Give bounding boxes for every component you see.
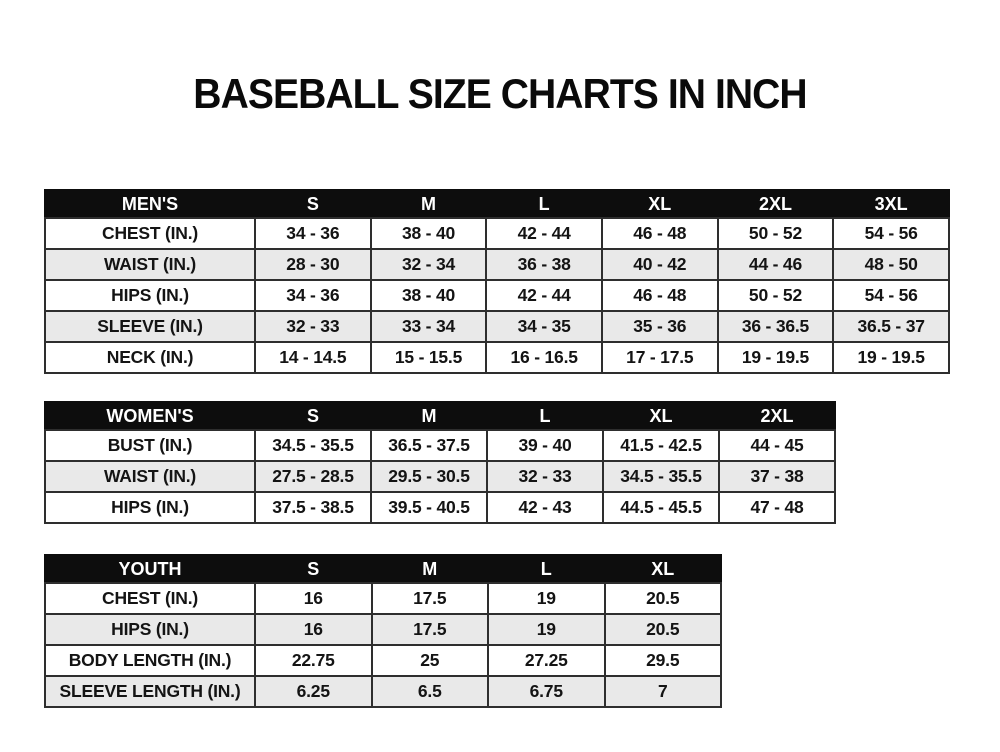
mens-size-table-container bbox=[44, 189, 950, 374]
value-cell: 36 - 38 bbox=[486, 249, 602, 280]
table-name-cell: WOMEN'S bbox=[45, 402, 255, 430]
value-cell: 32 - 34 bbox=[371, 249, 487, 280]
value-cell: 20.5 bbox=[605, 583, 722, 614]
value-cell: 6.25 bbox=[255, 676, 372, 707]
row-label-cell: WAIST (IN.) bbox=[45, 461, 255, 492]
table-row bbox=[45, 676, 721, 707]
womens-size-table-container bbox=[44, 401, 836, 524]
value-cell: 42 - 44 bbox=[486, 218, 602, 249]
table-row bbox=[45, 249, 949, 280]
value-cell: 37.5 - 38.5 bbox=[255, 492, 371, 523]
table-row bbox=[45, 645, 721, 676]
value-cell: 54 - 56 bbox=[833, 280, 949, 311]
size-column-header: 2XL bbox=[719, 402, 835, 430]
table-row bbox=[45, 342, 949, 373]
value-cell: 7 bbox=[605, 676, 722, 707]
row-label-cell: CHEST (IN.) bbox=[45, 583, 255, 614]
table-row bbox=[45, 583, 721, 614]
value-cell: 28 - 30 bbox=[255, 249, 371, 280]
value-cell: 40 - 42 bbox=[602, 249, 718, 280]
value-cell: 34 - 36 bbox=[255, 280, 371, 311]
value-cell: 42 - 43 bbox=[487, 492, 603, 523]
value-cell: 36.5 - 37.5 bbox=[371, 430, 487, 461]
value-cell: 46 - 48 bbox=[602, 218, 718, 249]
table-row bbox=[45, 311, 949, 342]
value-cell: 54 - 56 bbox=[833, 218, 949, 249]
value-cell: 19 bbox=[488, 583, 605, 614]
row-label-cell: CHEST (IN.) bbox=[45, 218, 255, 249]
value-cell: 38 - 40 bbox=[371, 218, 487, 249]
value-cell: 6.75 bbox=[488, 676, 605, 707]
size-column-header: M bbox=[371, 190, 487, 218]
size-column-header: S bbox=[255, 402, 371, 430]
size-table-mens bbox=[44, 189, 950, 374]
value-cell: 44 - 45 bbox=[719, 430, 835, 461]
value-cell: 44.5 - 45.5 bbox=[603, 492, 719, 523]
value-cell: 34 - 36 bbox=[255, 218, 371, 249]
value-cell: 16 bbox=[255, 583, 372, 614]
value-cell: 34.5 - 35.5 bbox=[255, 430, 371, 461]
value-cell: 14 - 14.5 bbox=[255, 342, 371, 373]
value-cell: 37 - 38 bbox=[719, 461, 835, 492]
value-cell: 36 - 36.5 bbox=[718, 311, 834, 342]
size-column-header: XL bbox=[603, 402, 719, 430]
value-cell: 17 - 17.5 bbox=[602, 342, 718, 373]
value-cell: 44 - 46 bbox=[718, 249, 834, 280]
size-column-header: XL bbox=[605, 555, 722, 583]
value-cell: 50 - 52 bbox=[718, 280, 834, 311]
size-column-header: 2XL bbox=[718, 190, 834, 218]
table-header-row bbox=[45, 402, 835, 430]
value-cell: 17.5 bbox=[372, 614, 489, 645]
value-cell: 34 - 35 bbox=[486, 311, 602, 342]
table-row bbox=[45, 430, 835, 461]
table-row bbox=[45, 492, 835, 523]
size-column-header: L bbox=[487, 402, 603, 430]
value-cell: 27.25 bbox=[488, 645, 605, 676]
page-title: BASEBALL SIZE CHARTS IN INCH bbox=[193, 70, 807, 117]
value-cell: 50 - 52 bbox=[718, 218, 834, 249]
size-column-header: M bbox=[372, 555, 489, 583]
row-label-cell: SLEEVE LENGTH (IN.) bbox=[45, 676, 255, 707]
size-column-header: M bbox=[371, 402, 487, 430]
table-header-row bbox=[45, 555, 721, 583]
value-cell: 20.5 bbox=[605, 614, 722, 645]
table-row bbox=[45, 614, 721, 645]
row-label-cell: HIPS (IN.) bbox=[45, 614, 255, 645]
table-name-cell: MEN'S bbox=[45, 190, 255, 218]
value-cell: 25 bbox=[372, 645, 489, 676]
youth-size-table-container bbox=[44, 554, 722, 708]
value-cell: 22.75 bbox=[255, 645, 372, 676]
row-label-cell: NECK (IN.) bbox=[45, 342, 255, 373]
size-table-youth bbox=[44, 554, 722, 708]
value-cell: 17.5 bbox=[372, 583, 489, 614]
row-label-cell: HIPS (IN.) bbox=[45, 492, 255, 523]
table-row bbox=[45, 218, 949, 249]
value-cell: 29.5 - 30.5 bbox=[371, 461, 487, 492]
value-cell: 39 - 40 bbox=[487, 430, 603, 461]
size-table-womens bbox=[44, 401, 836, 524]
value-cell: 27.5 - 28.5 bbox=[255, 461, 371, 492]
table-header-row bbox=[45, 190, 949, 218]
value-cell: 36.5 - 37 bbox=[833, 311, 949, 342]
size-column-header: XL bbox=[602, 190, 718, 218]
size-column-header: S bbox=[255, 555, 372, 583]
value-cell: 19 - 19.5 bbox=[718, 342, 834, 373]
value-cell: 41.5 - 42.5 bbox=[603, 430, 719, 461]
table-row bbox=[45, 280, 949, 311]
value-cell: 42 - 44 bbox=[486, 280, 602, 311]
value-cell: 19 - 19.5 bbox=[833, 342, 949, 373]
size-column-header: L bbox=[486, 190, 602, 218]
value-cell: 39.5 - 40.5 bbox=[371, 492, 487, 523]
size-column-header: S bbox=[255, 190, 371, 218]
row-label-cell: WAIST (IN.) bbox=[45, 249, 255, 280]
value-cell: 32 - 33 bbox=[255, 311, 371, 342]
row-label-cell: BUST (IN.) bbox=[45, 430, 255, 461]
row-label-cell: BODY LENGTH (IN.) bbox=[45, 645, 255, 676]
value-cell: 6.5 bbox=[372, 676, 489, 707]
value-cell: 15 - 15.5 bbox=[371, 342, 487, 373]
row-label-cell: HIPS (IN.) bbox=[45, 280, 255, 311]
value-cell: 38 - 40 bbox=[371, 280, 487, 311]
value-cell: 35 - 36 bbox=[602, 311, 718, 342]
value-cell: 16 - 16.5 bbox=[486, 342, 602, 373]
value-cell: 34.5 - 35.5 bbox=[603, 461, 719, 492]
value-cell: 48 - 50 bbox=[833, 249, 949, 280]
value-cell: 46 - 48 bbox=[602, 280, 718, 311]
size-column-header: 3XL bbox=[833, 190, 949, 218]
table-row bbox=[45, 461, 835, 492]
value-cell: 29.5 bbox=[605, 645, 722, 676]
value-cell: 32 - 33 bbox=[487, 461, 603, 492]
row-label-cell: SLEEVE (IN.) bbox=[45, 311, 255, 342]
value-cell: 16 bbox=[255, 614, 372, 645]
value-cell: 47 - 48 bbox=[719, 492, 835, 523]
table-name-cell: YOUTH bbox=[45, 555, 255, 583]
size-column-header: L bbox=[488, 555, 605, 583]
value-cell: 19 bbox=[488, 614, 605, 645]
value-cell: 33 - 34 bbox=[371, 311, 487, 342]
